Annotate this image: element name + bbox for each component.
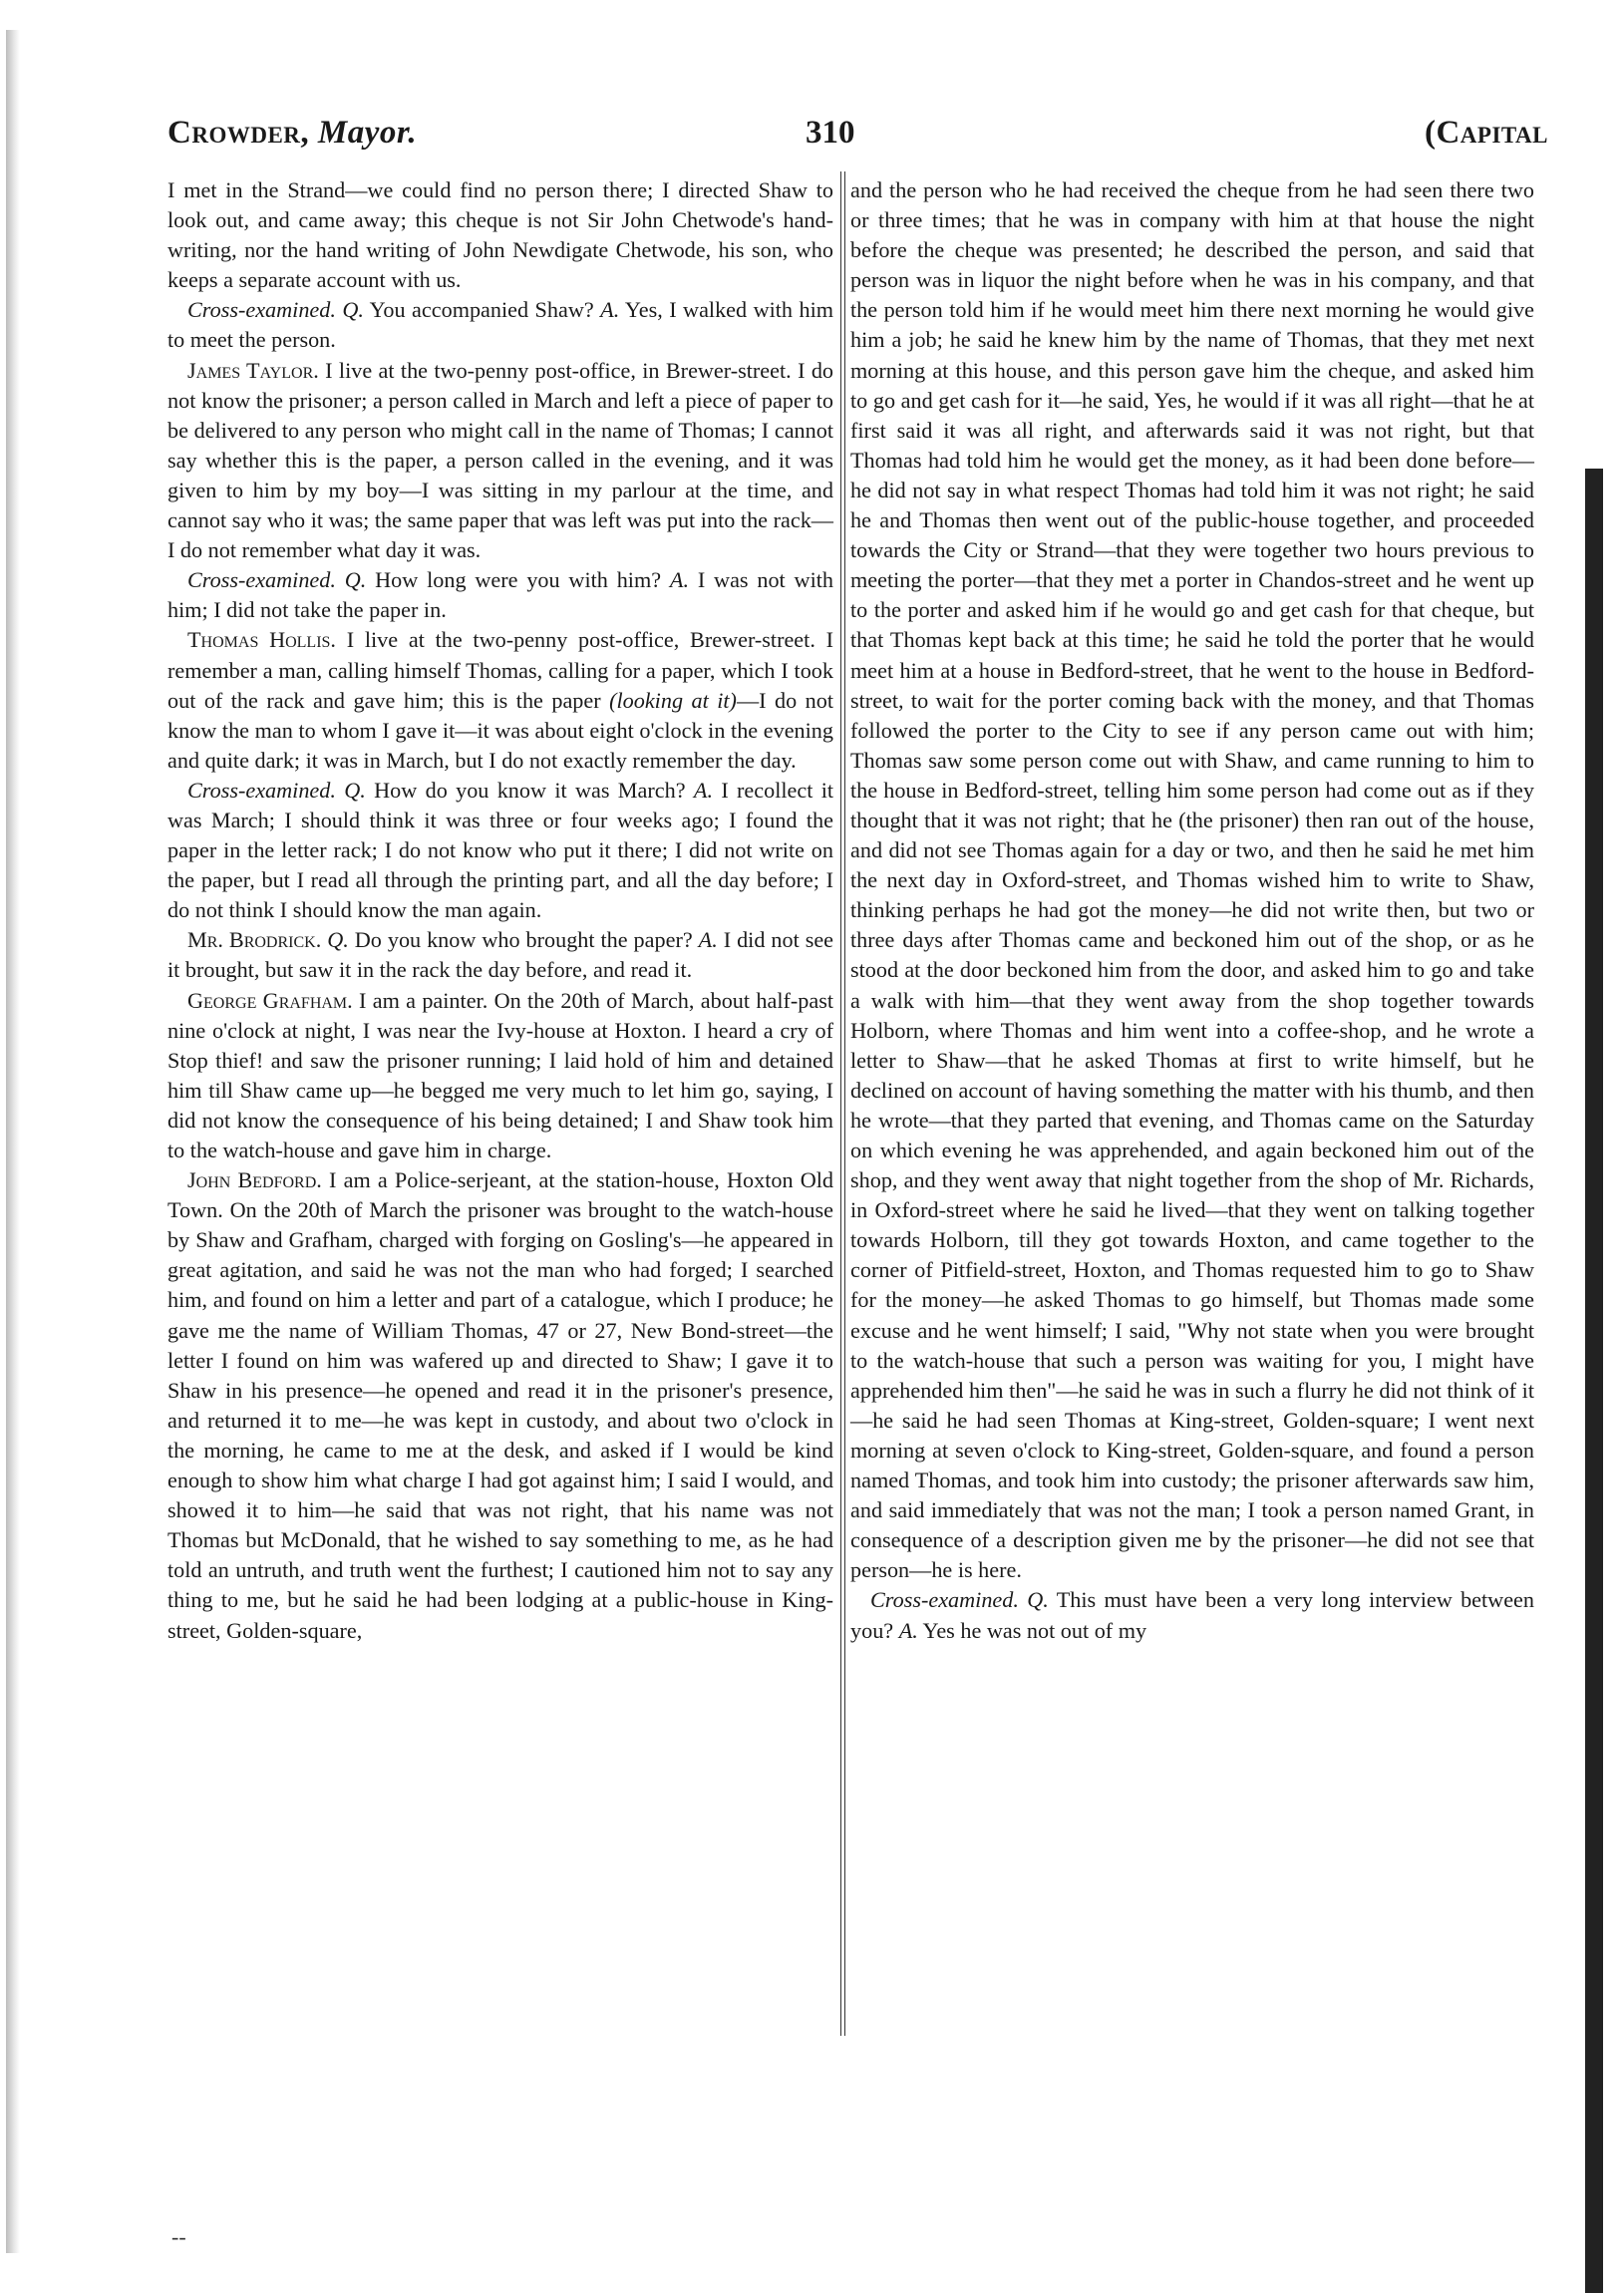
testimony-text: I am a painter. On the 20th of March, about half-past nine o'clock at night, I was near the Ivy-house at Hoxton. I heard a cry of Stop thief! and saw the prisoner running; I laid hold of him and detained him till Shaw came up—he begged me very much to let him go, saying, I did not know the consequence of his being detained; I and Shaw took him to the watch-house and gave him in charge.: [167, 987, 833, 1162]
question-marker: Q.: [327, 927, 349, 953]
testimony-text: —I do not know the man to whom I gave it—it was about eight o'clock in the evening and quite dark; it was in March, but I do not exactly remember the day.: [167, 687, 834, 773]
paragraph: [167, 295, 833, 355]
cross-examined-label: Cross-examined.: [187, 567, 336, 593]
paragraph: [167, 986, 833, 1166]
answer-text: I recollect it was March; I should think it was three or four weeks ago; I found the paper in the letter rack; I do not know who put it there; I did not write on the paper, but I read all through the printing part, and all the day before; I do not think I should know the man again.: [167, 777, 834, 923]
stage-direction: (looking at it): [609, 687, 737, 713]
answer-marker: A.: [600, 297, 620, 323]
footer-mark: --: [171, 2224, 186, 2249]
question-text: This must have been a very long interview between you?: [850, 1587, 1534, 1643]
paragraph: [850, 1585, 1534, 1645]
paragraph-text: I met in the Strand—we could find no person there; I directed Shaw to look out, and came away; this cheque is not Sir John Chetwode's hand-writing, nor the hand writing of John Newdigate Chetwode, his son, who keeps a separate account with us.: [167, 177, 833, 293]
header-left: [167, 115, 417, 152]
paragraph: [167, 776, 833, 925]
answer-text: Yes, I walked with him to meet the person.: [167, 297, 833, 353]
cross-examined-label: Cross-examined.: [187, 297, 336, 323]
testimony-text: I live at the two-penny post-office, in Brewer-street. I do not know the prisoner; a person called in March and left a piece of paper to be delivered to any person who might call in the name of Thomas; I cannot say whether this is the paper, a person called in the evening, and it was given to him by my boy—I was sitting in my parlour at the time, and cannot say who it was; the same paper that was left was put into the rack—I do not remember what day it was.: [167, 357, 834, 563]
paragraph: [167, 356, 833, 566]
question-text: You accompanied Shaw?: [369, 297, 594, 323]
question-text: How long were you with him?: [375, 567, 662, 593]
answer-marker: A.: [898, 1617, 918, 1643]
answer-marker: A.: [693, 777, 713, 803]
column-divider: [840, 171, 845, 2036]
counsel-name: Mr. Brodrick.: [187, 927, 322, 953]
cross-examined-label: Cross-examined.: [187, 777, 336, 803]
running-header: [167, 115, 1548, 164]
answer-text: I did not see it brought, but saw it in the rack the day before, and read it.: [167, 927, 834, 983]
testimony-text: I live at the two-penny post-office, Brewer-street. I remember a man, calling himself Thomas, calling for a paper, which I took out of the rack and gave him; this is the paper: [167, 627, 833, 713]
header-right: (Capital: [1424, 115, 1548, 151]
header-name: Crowder,: [167, 115, 310, 151]
paragraph: [850, 175, 1534, 1585]
paragraph: [167, 565, 833, 625]
right-column: [850, 175, 1534, 1646]
paragraph: [167, 925, 833, 985]
question-marker: Q.: [344, 777, 366, 803]
paragraph: [167, 1165, 833, 1646]
witness-name: George Grafham.: [187, 987, 353, 1013]
paragraph: [167, 175, 833, 295]
question-marker: Q.: [342, 297, 364, 323]
paragraph: [167, 625, 833, 775]
question-text: Do you know who brought the paper?: [354, 927, 693, 953]
binding-edge: [6, 30, 20, 2253]
left-column: [167, 175, 833, 1646]
question-text: How do you know it was March?: [374, 777, 686, 803]
witness-name: Thomas Hollis.: [187, 627, 336, 653]
testimony-text: I am a Police-serjeant, at the station-house, Hoxton Old Town. On the 20th of March the prisoner was brought to the watch-house by Shaw and Grafham, charged with forging on Gosling's—he appeared in great agitation, and said he was not the man who had forged; I searched him, and found on him a letter and part of a catalogue, which I produce; he gave me the name of William Thomas, 47 or 27, New Bond-street—the letter I found on him was wafered up and directed to Shaw; I gave it to Shaw in his presence—he opened and read it in the prisoner's presence, and returned it to me—he was kept in custody, and about two o'clock in the morning, he came to me at the desk, and asked if I would be kind enough to show him what charge I had got against him; I said I would, and showed it to him—he said that was not right, that his name was not Thomas but McDonald, that he wished to say something to me, as he had told an untruth, and truth went the furthest; I cautioned him not to say any thing to me, but he said he had been lodging at a public-house in King-street, Golden-square,: [167, 1167, 834, 1643]
answer-marker: A.: [669, 567, 689, 593]
margin-bar: [1585, 469, 1603, 2293]
cross-examined-label: Cross-examined.: [870, 1587, 1019, 1613]
question-marker: Q.: [1027, 1587, 1049, 1613]
page-number: 310: [806, 115, 855, 151]
question-marker: Q.: [344, 567, 367, 593]
paragraph-text: and the person who he had received the cheque from he had seen there two or three times; that he was in company with him at that house the night before the cheque was presented; he described the person, and said that person was in liquor the night before when he was in his company, and that the person told him if he would meet him there next morning he would give him a job; he said he knew him by the name of Thomas, that they met next morning at this house, and this person gave him the cheque, and asked him to go and get cash for it—he said, Yes, he would if it was all right—that he at first said it was all right, and afterwards said it was not right, but that Thomas had told him he would get the money, as it had been done before—he did not say in what respect Thomas had told him it was not right; he said he and Thomas then went out of the public-house together, and proceeded towards the City or Strand—that they were together two hours previous to meeting the porter—that they met a porter in Chandos-street and he went up to the porter and asked him if he would go and get cash for that cheque, but that Thomas kept back at this time; he said he told the porter that he would meet him at a house in Bedford-street, that he went to the house in Bedford-street, to wait for the porter coming back with the money, and that Thomas followed the porter to the City to see if any person came out with him; Thomas saw some person come out with Shaw, and came running to him to the house in Bedford-street, telling him some person had come out as if they thought that it was not right; that he (the prisoner) then ran out of the house, and did not see Thomas again for a day or two, and then he said he met him the next day in Oxford-street, and Thomas wished him to write to Shaw, thinking perhaps he had got the money—he did not write then, but two or three days after Thomas came and beckoned him out of the shop, or as he stood at the door beckoned him from the door, and asked him to go and take a walk with him—that they went away from the shop together towards Holborn, where Thomas and him went into a coffee-shop, and he wrote a letter to Shaw—that he asked Thomas at first to write himself, but he declined on account of having something the matter with his thumb, and then he wrote—that they parted that evening, and Thomas came on the Saturday on which evening he was apprehended, and again beckoned him out of the shop, and they went away that night together from the shop of Mr. Richards, in Oxford-street where he said he lived—that they went on talking together towards Holborn, till they got towards Hoxton, and came together to the corner of Pitfield-street, Hoxton, and Thomas requested him to go to Shaw for the money—he asked Thomas to go himself, but Thomas made some excuse and he went himself; I said, "Why not state when you were brought to the watch-house that such a person was waiting for you, I might have apprehended him then"—he said he was in such a flurry he did not think of it—he said he had seen Thomas at King-street, Golden-square; I went next morning at seven o'clock to King-street, Golden-square, and found a person named Thomas, and took him into custody; the prisoner afterwards saw him, and said immediately that was not the man; I took a person named Grant, in consequence of a description given me by the prisoner—he did not see that person—he is here.: [850, 177, 1534, 1583]
header-title: Mayor.: [317, 115, 418, 151]
answer-text: I was not with him; I did not take the paper in.: [167, 567, 833, 623]
answer-marker: A.: [698, 927, 718, 953]
answer-text: Yes he was not out of my: [922, 1617, 1147, 1643]
witness-name: James Taylor.: [187, 357, 319, 383]
witness-name: John Bedford.: [187, 1167, 322, 1193]
